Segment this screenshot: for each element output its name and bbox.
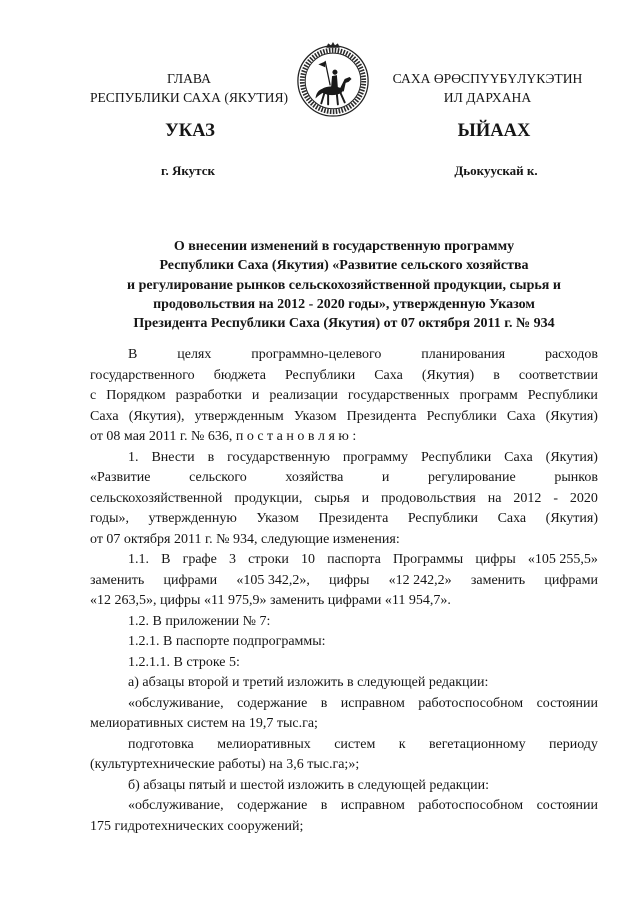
word: исправном — [340, 798, 405, 813]
title-line: и регулирование рынков сельскохозяйственной продукции, сырья и — [127, 277, 561, 293]
word: сельского — [189, 470, 247, 485]
word: целях — [177, 347, 212, 362]
paragraph — [90, 550, 598, 612]
word: и — [381, 470, 390, 485]
issuer-block-russian — [79, 70, 299, 107]
paragraph — [90, 632, 598, 653]
issuer-title-sakha: САХА ӨРӨСПҮҮБҮЛҮКЭТИН — [392, 71, 583, 86]
word: содержание — [237, 798, 308, 813]
word: соответствии — [518, 367, 598, 383]
body-line: 1.2.1. В паспорте подпрограммы: — [128, 634, 326, 649]
word: с — [90, 388, 97, 403]
word: в — [320, 798, 328, 813]
word: цифрами — [544, 572, 598, 588]
word: паспорта — [327, 552, 381, 567]
word: - — [553, 490, 558, 506]
word: (Якутия), — [128, 408, 185, 424]
word: утвержденную — [148, 511, 237, 526]
title-line: Президента Республики Саха (Якутия) от 07 октября 2011 г. № 934 — [133, 316, 555, 332]
word: 2020 — [569, 490, 598, 506]
word: продукции, — [234, 490, 303, 506]
word: содержание — [237, 695, 308, 711]
word: на — [487, 490, 502, 506]
word: сырья — [314, 490, 350, 506]
body-line: от 08 мая 2011 г. № 636, п о с т а н о в л я ю : — [90, 429, 357, 444]
word: 1.1. — [128, 552, 149, 567]
word: программу — [342, 449, 409, 465]
word: состоянии — [536, 798, 598, 813]
word: в — [207, 449, 215, 465]
word: к — [398, 736, 406, 752]
word: Саха — [90, 408, 119, 424]
word: 1. — [128, 449, 139, 465]
issuer-republic: РЕСПУБЛИКИ САХА (ЯКУТИЯ) — [89, 89, 289, 105]
word: Внести — [151, 449, 195, 465]
word: планирования — [421, 347, 506, 362]
decree-title — [90, 237, 598, 333]
word: «обслуживание, — [128, 695, 224, 711]
word: Саха — [497, 511, 527, 526]
body-line: б) абзацы пятый и шестой изложить в следующей редакции: — [128, 777, 489, 793]
body-line: 1.2.1.1. В строке 5: — [128, 654, 240, 670]
word: работоспособном — [418, 798, 524, 813]
word: Саха — [374, 367, 403, 383]
word: В — [128, 347, 138, 362]
word: цифры — [329, 572, 370, 588]
word: Саха — [504, 449, 533, 465]
word: (Якутия) — [545, 408, 598, 424]
word: разработки — [175, 388, 242, 403]
word: состоянии — [536, 695, 598, 711]
word: программно-целевого — [251, 347, 382, 362]
word: Порядком — [106, 388, 166, 403]
word: хозяйства — [285, 470, 344, 485]
word: годы», — [90, 511, 130, 526]
word: Республики — [407, 511, 479, 526]
body-line — [90, 489, 598, 510]
body-line: от 07 октября 2011 г. № 934, следующие изменения: — [90, 531, 400, 547]
word: вегетационному — [429, 736, 526, 752]
word: Республики — [420, 449, 492, 465]
document-type-sakha: ЫЙААХ — [457, 121, 531, 141]
word: Президента — [318, 511, 389, 526]
word: в — [493, 367, 500, 383]
word: в — [320, 695, 328, 711]
word: Указом — [293, 408, 337, 424]
word: В — [161, 552, 171, 567]
paragraph — [90, 673, 598, 694]
word: сельскохозяйственной — [90, 490, 223, 506]
word: систем — [334, 736, 376, 752]
word: Саха — [506, 408, 536, 424]
decree-body — [90, 345, 598, 837]
body-line — [90, 366, 598, 387]
word: программ — [459, 388, 518, 403]
body-line — [90, 796, 598, 817]
word: бюджета — [213, 367, 266, 383]
body-line — [90, 694, 598, 715]
body-line — [90, 550, 598, 571]
place-russian: г. Якутск — [161, 163, 215, 178]
word: (Якутия) — [421, 367, 475, 383]
word: 3 — [228, 552, 236, 567]
title-line: продовольствия на 2012 - 2020 годы», утвержденную Указом — [153, 296, 535, 312]
paragraph — [90, 612, 598, 633]
word: регулирование — [428, 470, 516, 485]
body-line: 175 гидротехнических сооружений; — [90, 818, 304, 834]
body-line — [90, 509, 598, 530]
emblem-graphic — [294, 40, 372, 118]
word: подготовка — [128, 736, 194, 752]
paragraph — [90, 694, 598, 735]
body-line: а) абзацы второй и третий изложить в следующей редакции: — [128, 675, 489, 690]
word: графе — [182, 552, 217, 567]
word: государственного — [90, 367, 195, 383]
issuer-republic-sakha: ИЛ ДАРХАНА — [443, 89, 532, 105]
body-line: 1.2. В приложении № 7: — [128, 613, 271, 629]
word: работоспособном — [418, 695, 524, 711]
word: «обслуживание, — [128, 798, 224, 813]
word: Республики — [426, 408, 497, 424]
word: рынков — [554, 470, 598, 485]
word: заменить — [90, 572, 145, 588]
title-line: Республики Саха (Якутия) «Развитие сельского хозяйства — [159, 258, 529, 274]
word: исправном — [340, 695, 405, 711]
word: (Якутия) — [545, 449, 598, 465]
word: реализации — [269, 388, 338, 403]
word: Республики — [527, 388, 598, 403]
word: утвержденным — [194, 408, 284, 424]
body-line — [90, 345, 598, 366]
paragraph — [90, 448, 598, 551]
word: строки — [248, 552, 289, 567]
word: заменить — [470, 572, 526, 588]
body-line — [90, 468, 598, 489]
word: Программы — [393, 552, 464, 567]
place-sakha: Дьокуускай к. — [454, 163, 538, 178]
body-line — [90, 386, 598, 407]
word: и — [361, 490, 370, 506]
word: государственных — [347, 388, 450, 403]
paragraph — [90, 653, 598, 674]
word: «105 342,2», — [236, 572, 310, 588]
word: расходов — [544, 347, 598, 362]
word: «12 242,2» — [388, 572, 452, 588]
word: цифры — [475, 552, 516, 567]
word: цифрами — [163, 572, 218, 588]
word: «Развитие — [90, 470, 151, 485]
word: Указом — [256, 511, 299, 526]
word: и — [251, 388, 260, 403]
word: «105 255,5» — [527, 552, 598, 567]
body-line — [90, 571, 598, 592]
paragraph — [90, 776, 598, 797]
title-line: О внесении изменений в государственную программу — [173, 239, 515, 254]
word: Президента — [346, 408, 417, 424]
coat-of-arms-icon — [294, 40, 372, 118]
issuer-block-sakha — [375, 70, 600, 107]
word: Республики — [284, 367, 356, 383]
body-line — [90, 407, 598, 428]
body-line: мелиоративных систем на 19,7 тыс.га; — [90, 716, 318, 731]
paragraph — [90, 796, 598, 837]
body-line: (культуртехнические работы) на 3,6 тыс.га;»; — [90, 757, 360, 772]
word: продовольствия — [381, 490, 476, 506]
word: 10 — [301, 552, 316, 567]
word: периоду — [549, 736, 598, 752]
issuer-title: ГЛАВА — [167, 71, 211, 86]
body-line: «12 263,5», цифры «11 975,9» заменить цифрами «11 954,7». — [90, 593, 451, 608]
document-type-russian: УКАЗ — [165, 121, 215, 141]
paragraph — [90, 345, 598, 448]
word: (Якутия) — [545, 511, 598, 526]
body-line — [90, 735, 598, 756]
word: 2012 — [513, 490, 542, 506]
word: мелиоративных — [217, 736, 311, 752]
paragraph — [90, 735, 598, 776]
body-line — [90, 448, 598, 469]
word: государственную — [227, 449, 330, 465]
